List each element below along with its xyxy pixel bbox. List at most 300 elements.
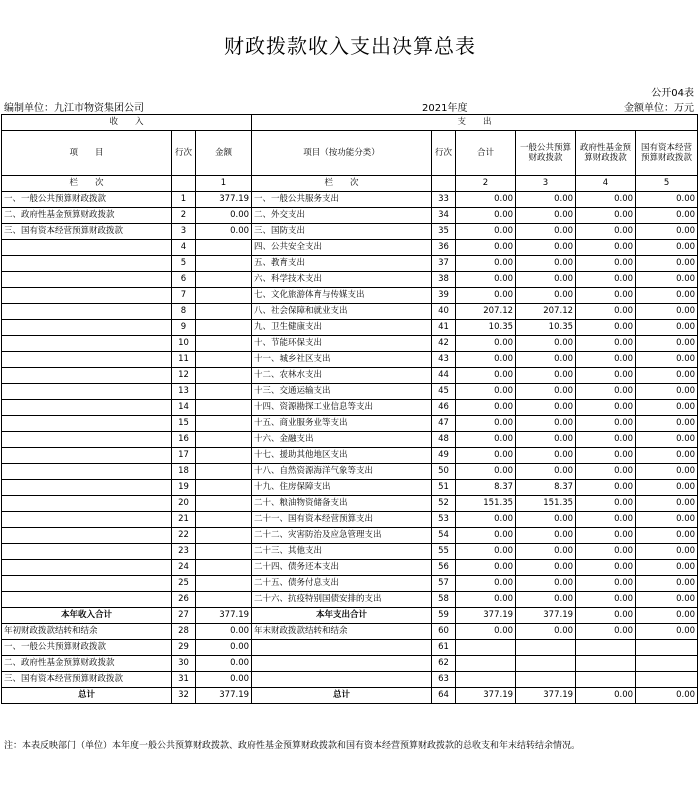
expense-item: 二、外交支出 [252,208,432,224]
expense-line-no: 59 [432,608,456,624]
expense-state-capital [636,656,698,672]
table-row [2,448,698,464]
expense-gov-fund: 0.00 [576,544,636,560]
income-item-header: 项 目 [2,131,172,176]
table-row [2,688,698,704]
expense-state-capital: 0.00 [636,592,698,608]
expense-gov-fund: 0.00 [576,368,636,384]
expense-total: 0.00 [456,576,516,592]
table-row [2,592,698,608]
expense-total: 0.00 [456,240,516,256]
expense-state-capital [636,672,698,688]
income-line-no: 24 [172,560,196,576]
table-row [2,464,698,480]
expense-state-capital: 0.00 [636,528,698,544]
expense-line-no: 44 [432,368,456,384]
income-line-no: 21 [172,512,196,528]
expense-total: 0.00 [456,192,516,208]
income-amount: 377.19 [196,192,252,208]
expense-gov-fund: 0.00 [576,576,636,592]
expense-state-capital: 0.00 [636,544,698,560]
income-line-no: 29 [172,640,196,656]
header-row-2 [2,131,698,176]
income-line-no: 28 [172,624,196,640]
general-label: 一般公共预算财政拨款 [520,143,572,163]
income-header: 收 入 [2,115,252,131]
expense-state-capital: 0.00 [636,448,698,464]
income-line-no: 8 [172,304,196,320]
table-row [2,560,698,576]
table-row [2,608,698,624]
expense-item: 九、卫生健康支出 [252,320,432,336]
gov-fund-label: 政府性基金预算财政拨款 [580,143,632,163]
expense-general: 0.00 [516,272,576,288]
income-line-no: 12 [172,368,196,384]
expense-general: 0.00 [516,528,576,544]
total-header: 合计 [456,131,516,176]
expense-gov-fund: 0.00 [576,288,636,304]
expense-state-capital: 0.00 [636,624,698,640]
income-item: 一、一般公共预算财政拨款 [2,640,172,656]
expense-general: 0.00 [516,240,576,256]
table-row [2,480,698,496]
income-item: 本年收入合计 [2,608,172,624]
expense-line-no: 38 [432,272,456,288]
expense-state-capital: 0.00 [636,400,698,416]
expense-state-capital: 0.00 [636,464,698,480]
expense-item: 四、公共安全支出 [252,240,432,256]
expense-gov-fund: 0.00 [576,336,636,352]
income-amount [196,496,252,512]
expense-general [516,672,576,688]
expense-general [516,656,576,672]
table-row [2,624,698,640]
expense-item: 六、科学技术支出 [252,272,432,288]
expense-gov-fund: 0.00 [576,208,636,224]
income-line-no: 32 [172,688,196,704]
expense-gov-fund: 0.00 [576,512,636,528]
expense-gov-fund: 0.00 [576,304,636,320]
expense-line-no: 61 [432,640,456,656]
expense-total: 10.35 [456,320,516,336]
income-item: 二、政府性基金预算财政拨款 [2,656,172,672]
expense-line-no: 48 [432,432,456,448]
expense-item: 五、教育支出 [252,256,432,272]
expense-general: 0.00 [516,464,576,480]
income-line-no: 30 [172,656,196,672]
table-row [2,400,698,416]
income-amount [196,368,252,384]
expense-general: 0.00 [516,384,576,400]
income-amount [196,384,252,400]
expense-state-capital: 0.00 [636,304,698,320]
income-line-no: 2 [172,208,196,224]
expense-line-no: 51 [432,480,456,496]
expense-line-no: 63 [432,672,456,688]
income-amount [196,464,252,480]
table-row [2,384,698,400]
expense-general: 0.00 [516,592,576,608]
expense-item: 十、节能环保支出 [252,336,432,352]
income-amount: 0.00 [196,656,252,672]
income-item [2,336,172,352]
column-label-income: 栏 次 [2,176,172,192]
income-line-no: 13 [172,384,196,400]
expense-general [516,640,576,656]
state-capital-header [636,131,698,176]
expense-total: 0.00 [456,272,516,288]
column-empty-2 [432,176,456,192]
income-line-no: 4 [172,240,196,256]
expense-line-no: 36 [432,240,456,256]
income-amount [196,320,252,336]
income-item [2,416,172,432]
table-row [2,256,698,272]
table-row [2,224,698,240]
income-item [2,368,172,384]
expense-total: 0.00 [456,560,516,576]
income-amount: 377.19 [196,608,252,624]
expense-total: 377.19 [456,688,516,704]
money-unit: 金额单位：万元 [624,103,694,114]
income-item [2,592,172,608]
income-amount [196,272,252,288]
expense-item: 二十二、灾害防治及应急管理支出 [252,528,432,544]
expense-line-no: 46 [432,400,456,416]
income-item [2,560,172,576]
expense-total: 0.00 [456,336,516,352]
expense-line-no: 43 [432,352,456,368]
income-amount [196,400,252,416]
expense-item [252,672,432,688]
income-item [2,544,172,560]
income-line-no: 27 [172,608,196,624]
expense-state-capital: 0.00 [636,192,698,208]
expense-item: 十九、住房保障支出 [252,480,432,496]
table-row [2,352,698,368]
expense-state-capital: 0.00 [636,208,698,224]
expense-state-capital: 0.00 [636,384,698,400]
line-no-label: 行次 [174,148,192,158]
expense-item: 年末财政拨款结转和结余 [252,624,432,640]
expense-state-capital: 0.00 [636,368,698,384]
table-row [2,368,698,384]
income-amount [196,512,252,528]
income-line-no: 1 [172,192,196,208]
expense-state-capital: 0.00 [636,688,698,704]
income-item: 总计 [2,688,172,704]
budget-table [1,114,698,704]
expense-general: 0.00 [516,288,576,304]
expense-state-capital: 0.00 [636,288,698,304]
expense-general: 151.35 [516,496,576,512]
expense-gov-fund: 0.00 [576,448,636,464]
expense-gov-fund: 0.00 [576,352,636,368]
table-row [2,320,698,336]
table-row [2,656,698,672]
expense-gov-fund: 0.00 [576,400,636,416]
expense-state-capital: 0.00 [636,272,698,288]
expense-total: 0.00 [456,224,516,240]
income-line-no: 3 [172,224,196,240]
expense-total: 0.00 [456,432,516,448]
expense-general: 0.00 [516,432,576,448]
form-code: 公开04表 [651,88,694,99]
income-item: 一、一般公共预算财政拨款 [2,192,172,208]
column-index-3: 3 [516,176,576,192]
table-row [2,496,698,512]
table-row [2,544,698,560]
expense-item: 十三、交通运输支出 [252,384,432,400]
column-index-2: 2 [456,176,516,192]
income-item [2,576,172,592]
table-row [2,432,698,448]
general-header [516,131,576,176]
table-row [2,640,698,656]
expense-item: 十八、自然资源海洋气象等支出 [252,464,432,480]
expense-item: 十四、资源勘探工业信息等支出 [252,400,432,416]
expense-item [252,656,432,672]
table-row [2,672,698,688]
income-amount [196,432,252,448]
income-amount: 0.00 [196,208,252,224]
income-item: 二、政府性基金预算财政拨款 [2,208,172,224]
income-line-header [172,131,196,176]
expense-total: 0.00 [456,528,516,544]
expense-state-capital: 0.00 [636,240,698,256]
expense-state-capital: 0.00 [636,496,698,512]
income-item [2,512,172,528]
income-line-no: 19 [172,480,196,496]
table-row [2,576,698,592]
state-capital-label: 国有资本经营预算财政拨款 [641,143,693,163]
expense-state-capital: 0.00 [636,608,698,624]
expense-gov-fund: 0.00 [576,592,636,608]
income-line-no: 20 [172,496,196,512]
table-row [2,512,698,528]
expense-line-no: 53 [432,512,456,528]
column-index-5: 5 [636,176,698,192]
expense-line-no: 45 [432,384,456,400]
income-item [2,448,172,464]
expense-line-no: 49 [432,448,456,464]
income-line-no: 18 [172,464,196,480]
fiscal-year: 2021年度 [422,103,468,114]
income-line-no: 10 [172,336,196,352]
expense-state-capital: 0.00 [636,512,698,528]
column-index-row [2,176,698,192]
expense-state-capital: 0.00 [636,320,698,336]
income-amount: 0.00 [196,640,252,656]
income-amount [196,256,252,272]
table-row [2,528,698,544]
expense-gov-fund: 0.00 [576,496,636,512]
expense-total: 0.00 [456,400,516,416]
income-line-no: 16 [172,432,196,448]
income-amount [196,560,252,576]
income-item [2,384,172,400]
expense-total: 0.00 [456,416,516,432]
income-amount [196,528,252,544]
expense-state-capital: 0.00 [636,352,698,368]
footnote: 注：本表反映部门（单位）本年度一般公共预算财政拨款、政府性基金预算财政拨款和国有资本经营预算财政拨款的总收支和年末结转结余情况。 [4,741,581,751]
expense-item: 二十四、债务还本支出 [252,560,432,576]
expense-total: 377.19 [456,608,516,624]
expense-state-capital: 0.00 [636,576,698,592]
column-index-4: 4 [576,176,636,192]
expense-item: 十二、农林水支出 [252,368,432,384]
expense-item: 三、国防支出 [252,224,432,240]
income-amount [196,240,252,256]
expense-total: 0.00 [456,624,516,640]
expense-general: 0.00 [516,624,576,640]
expense-general: 207.12 [516,304,576,320]
expense-total: 207.12 [456,304,516,320]
expense-state-capital: 0.00 [636,432,698,448]
income-line-no: 11 [172,352,196,368]
expense-total: 0.00 [456,384,516,400]
expense-item: 二十一、国有资本经营预算支出 [252,512,432,528]
expense-state-capital: 0.00 [636,480,698,496]
expense-state-capital: 0.00 [636,560,698,576]
income-item [2,352,172,368]
expense-gov-fund [576,640,636,656]
expense-state-capital: 0.00 [636,336,698,352]
income-line-no: 23 [172,544,196,560]
expense-general: 377.19 [516,608,576,624]
column-label-expense: 栏 次 [252,176,432,192]
table-row [2,208,698,224]
expense-item: 十五、商业服务业等支出 [252,416,432,432]
income-amount [196,336,252,352]
expense-gov-fund: 0.00 [576,240,636,256]
expense-gov-fund: 0.00 [576,384,636,400]
compiling-unit: 编制单位：九江市物资集团公司 [4,103,144,114]
expense-item-header: 项目（按功能分类） [252,131,432,176]
table-row [2,416,698,432]
table-row [2,304,698,320]
income-item: 年初财政拨款结转和结余 [2,624,172,640]
expense-item: 二十、粮油物资储备支出 [252,496,432,512]
income-line-no: 15 [172,416,196,432]
expense-gov-fund: 0.00 [576,272,636,288]
table-row [2,336,698,352]
expense-gov-fund [576,656,636,672]
income-item [2,528,172,544]
expense-line-no: 58 [432,592,456,608]
column-empty-1 [172,176,196,192]
expense-state-capital: 0.00 [636,256,698,272]
expense-item: 一、一般公共服务支出 [252,192,432,208]
expense-line-no: 60 [432,624,456,640]
expense-item: 二十六、抗疫特别国债安排的支出 [252,592,432,608]
expense-general: 0.00 [516,208,576,224]
income-item [2,400,172,416]
income-item [2,496,172,512]
expense-general: 0.00 [516,368,576,384]
expense-line-no: 55 [432,544,456,560]
income-amount [196,416,252,432]
expense-general: 0.00 [516,224,576,240]
expense-line-no: 64 [432,688,456,704]
expense-gov-fund: 0.00 [576,624,636,640]
expense-total: 0.00 [456,448,516,464]
expense-total [456,656,516,672]
expense-line-no: 56 [432,560,456,576]
expense-gov-fund: 0.00 [576,256,636,272]
income-amount: 377.19 [196,688,252,704]
expense-gov-fund: 0.00 [576,464,636,480]
income-item [2,240,172,256]
income-line-no: 25 [172,576,196,592]
expense-line-no: 57 [432,576,456,592]
expense-line-no: 40 [432,304,456,320]
income-line-no: 22 [172,528,196,544]
income-line-no: 31 [172,672,196,688]
expense-line-no: 42 [432,336,456,352]
income-item: 三、国有资本经营预算财政拨款 [2,672,172,688]
expense-item: 十七、援助其他地区支出 [252,448,432,464]
expense-item [252,640,432,656]
income-item [2,320,172,336]
table-row [2,288,698,304]
expense-gov-fund: 0.00 [576,480,636,496]
income-line-no: 7 [172,288,196,304]
expense-item: 总计 [252,688,432,704]
expense-item: 七、文化旅游体育与传媒支出 [252,288,432,304]
expense-item: 十一、城乡社区支出 [252,352,432,368]
income-amount [196,288,252,304]
income-item [2,256,172,272]
report-meta [4,99,694,113]
expense-general: 0.00 [516,352,576,368]
income-amount [196,448,252,464]
expense-total: 0.00 [456,288,516,304]
income-line-no: 26 [172,592,196,608]
expense-item: 二十三、其他支出 [252,544,432,560]
expense-total: 0.00 [456,352,516,368]
expense-general: 0.00 [516,544,576,560]
expense-total: 151.35 [456,496,516,512]
expense-gov-fund: 0.00 [576,320,636,336]
income-amount [196,352,252,368]
income-amount: 0.00 [196,672,252,688]
expense-gov-fund: 0.00 [576,192,636,208]
expense-gov-fund: 0.00 [576,608,636,624]
income-amount [196,544,252,560]
expense-total: 0.00 [456,512,516,528]
income-item [2,304,172,320]
expense-line-no: 35 [432,224,456,240]
income-line-no: 17 [172,448,196,464]
expense-line-no: 37 [432,256,456,272]
expense-general: 0.00 [516,560,576,576]
expense-line-no: 54 [432,528,456,544]
expense-total: 0.00 [456,368,516,384]
expense-total [456,672,516,688]
expense-header: 支 出 [252,115,698,131]
expense-general: 10.35 [516,320,576,336]
expense-general: 0.00 [516,448,576,464]
income-amount: 0.00 [196,624,252,640]
line-no-label-2: 行次 [435,148,453,158]
income-item: 三、国有资本经营预算财政拨款 [2,224,172,240]
income-amount-header: 金额 [196,131,252,176]
expense-total [456,640,516,656]
expense-general: 0.00 [516,416,576,432]
expense-general: 0.00 [516,576,576,592]
expense-gov-fund: 0.00 [576,432,636,448]
